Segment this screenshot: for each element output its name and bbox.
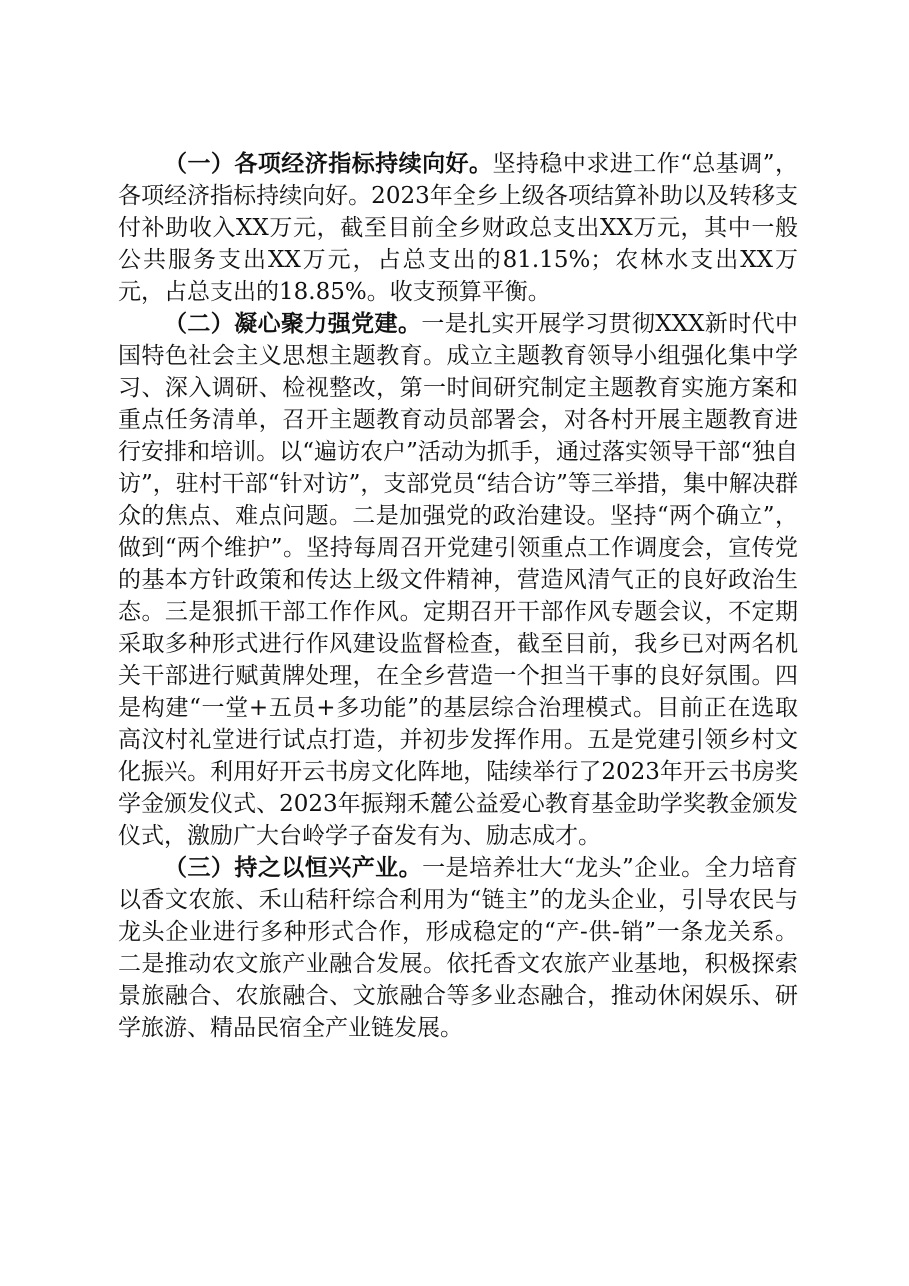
section-heading-1: （一）各项经济指标持续向好。 — [164, 150, 493, 177]
section-body-2: 一是扎实开展学习贯彻XXX新时代中国特色社会主义思想主题教育。成立主题教育领导小组强化集中学习、深入调研、检视整改，第一时间研究制定主题教育实施方案和重点任务清单，召开主题教育动员部署会，对各村开展主题教育进行安排和培训。以“遍访农户”活动为抓手，通过落实领导干部“独自访”，驻村干部“针对访”，支部党员“结合访”等三举措，集中解决群众的焦点、难点问题。二是加强党的政治建设。坚持“两个确立”，做到“两个维护”。坚持每周召开党建引领重点工作调度会，宣传党的基本方针政策和传达上级文件精神，营造风清气正的良好政治生态。三是狠抓干部工作作风。定期召开干部作风专题会议，不定期采取多种形式进行作风建设监督检查，截至目前，我乡已对两名机关干部进行赋黄牌处理，在全乡营造一个担当干事的良好氛围。四是构建“一堂+五员+多功能”的基层综合治理模式。目前正在选取高汶村礼堂进行试点打造，并初步发挥作用。五是党建引领乡村文化振兴。利用好开云书房文化阵地，陆续举行了2023年开云书房奖学金颁发仪式、2023年振翔禾麓公益爱心教育基金助学奖教金颁发仪式，激励广大台岭学子奋发有为、励志成才。 — [118, 311, 799, 849]
paragraph-industry — [118, 852, 798, 1044]
paragraph-economic-indicators — [118, 148, 798, 308]
section-heading-2: （二）凝心聚力强党建。 — [164, 310, 422, 337]
document-body — [118, 148, 798, 1044]
section-body-1: 坚持稳中求进工作“总基调”，各项经济指标持续向好。2023年全乡上级各项结算补助以及转移支付补助收入XX万元，截至目前全乡财政总支出XX万元，其中一般公共服务支出XX万元，占总支出的81.15%；农林水支出XX万元，占总支出的18.85%。收支预算平衡。 — [118, 151, 798, 305]
section-body-3: 一是培养壮大“龙头”企业。全力培育以香文农旅、禾山秸秆综合利用为“链主”的龙头企业，引导农民与龙头企业进行多种形式合作，形成稳定的“产-供-销”一条龙关系。二是推动农文旅产业融合发展。依托香文农旅产业基地，积极探索景旅融合、农旅融合、文旅融合等多业态融合，推动休闲娱乐、研学旅游、精品民宿全产业链发展。 — [118, 855, 798, 1041]
paragraph-party-building — [118, 308, 798, 852]
section-heading-3: （三）持之以恒兴产业。 — [164, 854, 423, 881]
